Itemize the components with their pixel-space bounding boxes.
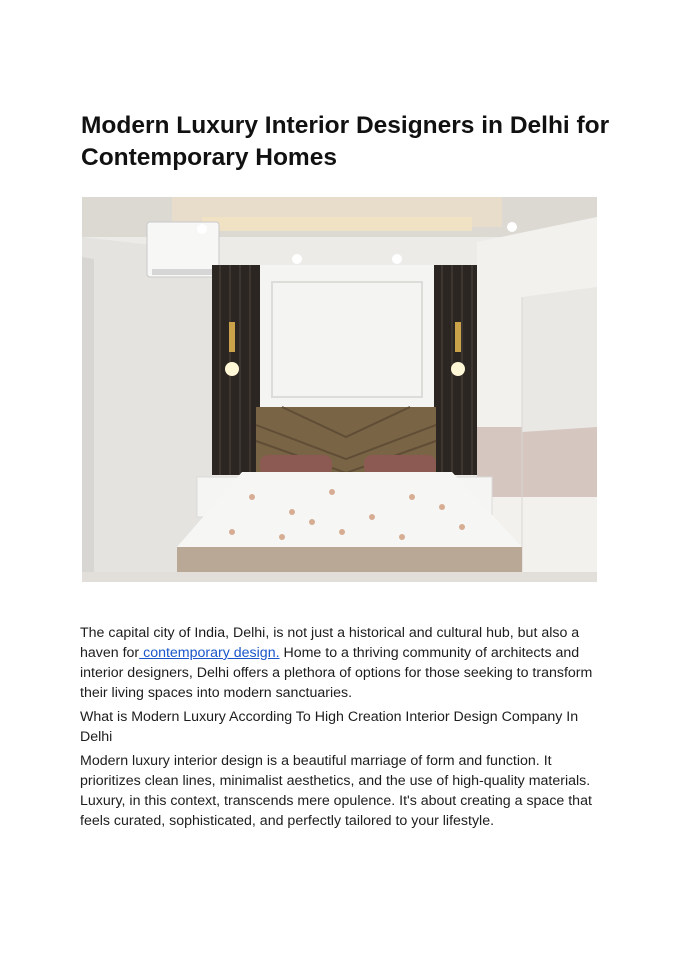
article-title: Modern Luxury Interior Designers in Delhi for Contemporary Homes <box>81 112 610 171</box>
contemporary-design-link[interactable]: contemporary design. <box>139 645 280 661</box>
bedroom-photo <box>82 197 597 582</box>
intro-paragraph <box>80 623 600 703</box>
bedroom-illustration <box>82 197 597 582</box>
intro-text-after-link: Home to a thriving community of architects and interior designers, Delhi offers a plethora of options for those seeking to transform their living spaces into modern sanctuaries. <box>80 645 593 701</box>
intro-text-before-link: The capital city of India, Delhi, is not just a historical and cultural hub, but also a haven for <box>80 625 580 661</box>
body-paragraph: Modern luxury interior design is a beautiful marriage of form and function. It prioritizes clean lines, minimalist aesthetics, and the use of high-quality materials. Luxury, in this context, transcends mere opulence. It's about creating a space that feels curated, sophisticated, and perfectly tailored to your lifestyle. <box>80 753 592 829</box>
section-subheading: What is Modern Luxury According To High Creation Interior Design Company In Delhi <box>80 709 579 745</box>
